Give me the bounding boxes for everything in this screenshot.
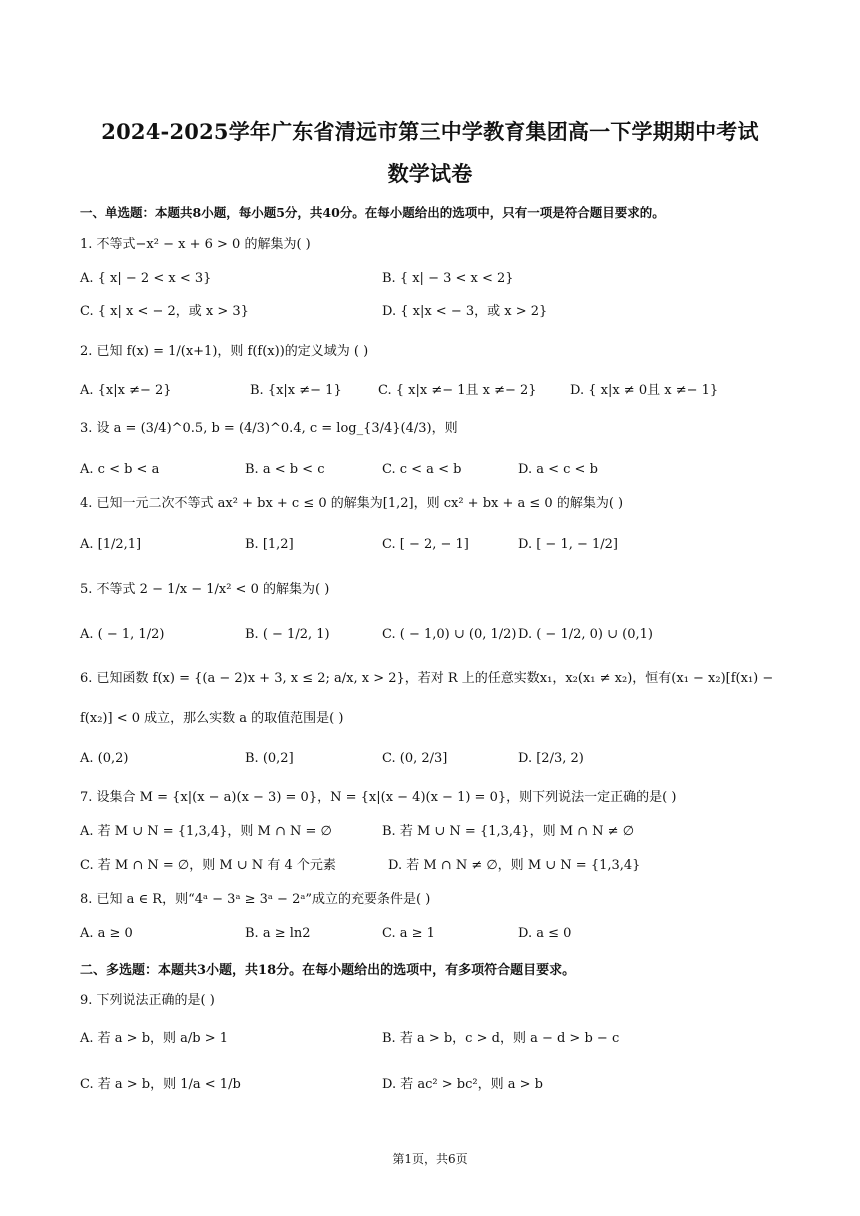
question-2-option-d[interactable]: D. { x|x ≠ 0且 x ≠− 1} [570,383,719,398]
question-7-option-c[interactable]: C. 若 M ∩ N = ∅，则 M ∪ N 有 4 个元素 [80,858,336,873]
question-4-option-b[interactable]: B. [1,2] [245,537,294,552]
question-5-option-c[interactable]: C. ( − 1,0) ∪ (0, 1/2) [382,627,517,642]
question-3-option-d[interactable]: D. a < c < b [518,462,598,477]
question-8-option-a[interactable]: A. a ≥ 0 [80,926,133,941]
question-9-stem: 9. 下列说法正确的是( ) [80,993,215,1008]
question-2-option-c[interactable]: C. { x|x ≠− 1且 x ≠− 2} [378,383,537,398]
question-6-stem: 6. 已知函数 f(x) = {(a − 2)x + 3, x ≤ 2; a/x, x > 2}，若对 R 上的任意实数x₁，x₂(x₁ ≠ x₂)，恒有(x₁ − x₂)[f(x₁) − [80,671,774,686]
question-7-stem: 7. 设集合 M = {x|(x − a)(x − 3) = 0}，N = {x|(x − 4)(x − 1) = 0}，则下列说法一定正确的是( ) [80,790,677,805]
question-3-stem: 3. 设 a = (3/4)^0.5, b = (4/3)^0.4, c = log_{3/4}(4/3)，则 [80,421,458,436]
question-4-option-c[interactable]: C. [ − 2, − 1] [382,537,469,552]
question-5-stem: 5. 不等式 2 − 1/x − 1/x² < 0 的解集为( ) [80,582,330,597]
question-3-option-c[interactable]: C. c < a < b [382,462,462,477]
question-9-option-c[interactable]: C. 若 a > b，则 1/a < 1/b [80,1077,241,1092]
question-5-option-b[interactable]: B. ( − 1/2, 1) [245,627,330,642]
question-8-option-b[interactable]: B. a ≥ ln2 [245,926,311,941]
question-6-option-d[interactable]: D. [2/3, 2) [518,751,584,766]
question-1-option-a[interactable]: A. { x| − 2 < x < 3} [80,271,212,286]
question-3-option-a[interactable]: A. c < b < a [80,462,160,477]
question-2-option-b[interactable]: B. {x|x ≠− 1} [250,383,342,398]
question-6-option-a[interactable]: A. (0,2) [80,751,129,766]
question-4-stem: 4. 已知一元二次不等式 ax² + bx + c ≤ 0 的解集为[1,2]，则 cx² + bx + a ≤ 0 的解集为( ) [80,496,624,511]
question-6-stem-continued: f(x₂)] < 0 成立，那么实数 a 的取值范围是( ) [80,711,344,726]
question-1-option-b[interactable]: B. { x| − 3 < x < 2} [382,271,514,286]
question-3-option-b[interactable]: B. a < b < c [245,462,325,477]
question-4-option-a[interactable]: A. [1/2,1] [80,537,142,552]
exam-title: 2024-2025学年广东省清远市第三中学教育集团高一下学期期中考试 [101,119,759,144]
question-4-option-d[interactable]: D. [ − 1, − 1/2] [518,537,619,552]
question-9-option-b[interactable]: B. 若 a > b，c > d，则 a − d > b − c [382,1031,620,1046]
question-8-option-d[interactable]: D. a ≤ 0 [518,926,572,941]
question-8-option-c[interactable]: C. a ≥ 1 [382,926,435,941]
question-7-option-a[interactable]: A. 若 M ∪ N = {1,3,4}，则 M ∩ N = ∅ [80,824,332,839]
question-6-option-c[interactable]: C. (0, 2/3] [382,751,448,766]
question-5-option-d[interactable]: D. ( − 1/2, 0) ∪ (0,1) [518,627,653,642]
question-7-option-d[interactable]: D. 若 M ∩ N ≠ ∅，则 M ∪ N = {1,3,4} [388,858,641,873]
question-5-option-a[interactable]: A. ( − 1, 1/2) [80,627,165,642]
question-2-stem: 2. 已知 f(x) = 1/(x+1)，则 f(f(x))的定义域为 ( ) [80,344,369,359]
question-8-stem: 8. 已知 a ∈ R，则“4ᵃ − 3ᵃ ≥ 3ᵃ − 2ᵃ”成立的充要条件是( ) [80,892,431,907]
question-1-stem: 1. 不等式−x² − x + 6 > 0 的解集为( ) [80,237,311,252]
exam-subtitle: 数学试卷 [387,161,473,186]
question-1-option-d[interactable]: D. { x|x < − 3，或 x > 2} [382,304,548,319]
page-footer: 第1页，共6页 [392,1152,468,1166]
question-7-option-b[interactable]: B. 若 M ∪ N = {1,3,4}，则 M ∩ N ≠ ∅ [382,824,635,839]
section-heading-single-choice: 一、单选题：本题共8小题，每小题5分，共40分。在每小题给出的选项中，只有一项是符合题目要求的。 [80,205,665,220]
question-2-option-a[interactable]: A. {x|x ≠− 2} [80,383,172,398]
question-6-option-b[interactable]: B. (0,2] [245,751,294,766]
question-9-option-a[interactable]: A. 若 a > b，则 a/b > 1 [80,1031,229,1046]
section-heading-multiple-choice: 二、多选题：本题共3小题，共18分。在每小题给出的选项中，有多项符合题目要求。 [80,963,576,978]
question-9-option-d[interactable]: D. 若 ac² > bc²，则 a > b [382,1077,543,1092]
question-1-option-c[interactable]: C. { x| x < − 2，或 x > 3} [80,304,249,319]
